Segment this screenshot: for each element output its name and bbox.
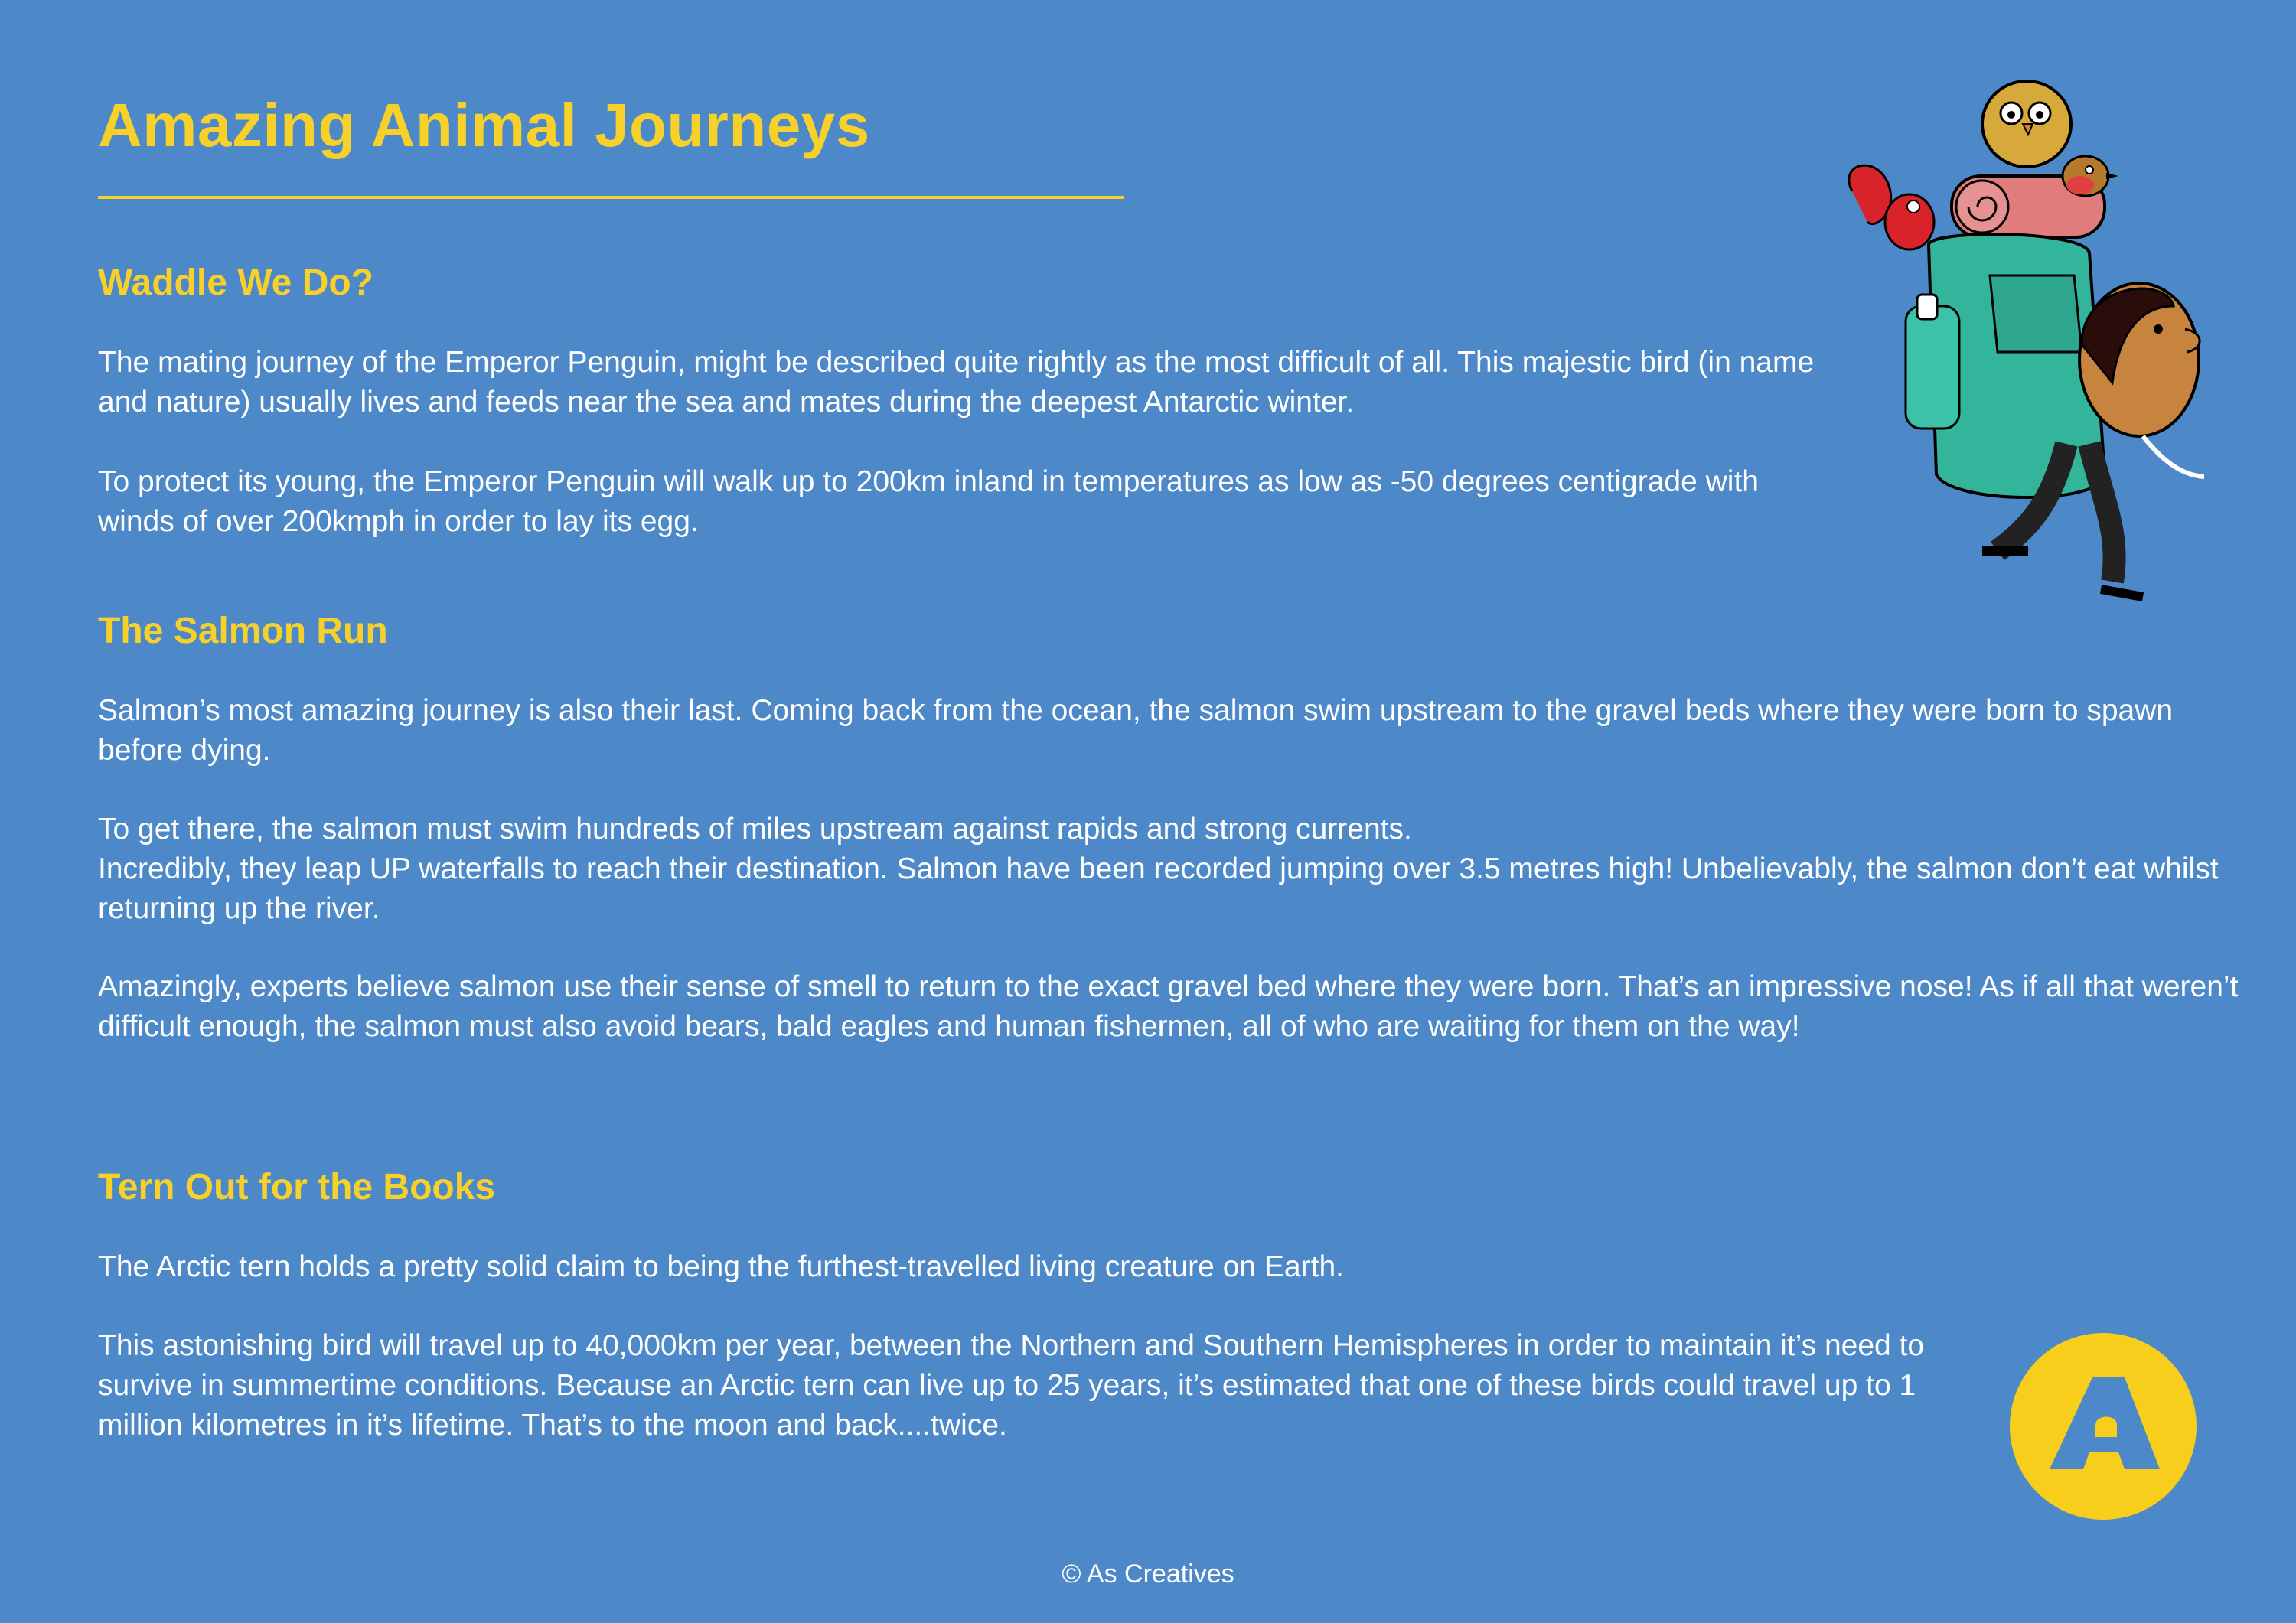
paragraph: To protect its young, the Emperor Penguin will walk up to 200km inland in temperatures as low as -50 degrees centigrade with winds of over 200kmph in order to lay its egg. <box>98 465 1759 538</box>
backpack-icon <box>1906 234 2105 497</box>
paragraph: Amazingly, experts believe salmon use their sense of smell to return to the exact gravel bed where they were born. That’s an impressive nose! As if all that weren’t difficult enough, the salmon must also avoid bears, bald eagles and human fishermen, all of who are waiting for them on the way! <box>98 970 2239 1043</box>
paragraph: The Arctic tern holds a pretty solid claim to being the furthest-travelled living creature on Earth. <box>98 1250 1344 1283</box>
page-title: Amazing Animal Journeys <box>98 91 870 159</box>
owl-icon <box>1982 81 2071 167</box>
paragraph: To get there, the salmon must swim hundreds of miles upstream against rapids and strong currents. <box>98 813 1412 846</box>
section-heading-salmon: The Salmon Run <box>98 611 388 651</box>
paragraph: Incredibly, they leap UP waterfalls to reach their destination. Salmon have been recorded jumping over 3.5 metres high! Unbelievably, the salmon don’t eat whilst returning up the river. <box>98 852 2219 925</box>
paragraph: The mating journey of the Emperor Penguin, might be described quite rightly as the most difficult of all. This majestic bird (in name and nature) usually lives and feeds near the sea and mates during the deepest Antarctic winter. <box>98 346 1815 419</box>
paragraph: Salmon’s most amazing journey is also their last. Coming back from the ocean, the salmon swim upstream to the gravel beds where they were born to spawn before dying. <box>98 694 2174 767</box>
section-heading-tern: Tern Out for the Books <box>98 1167 496 1207</box>
copyright-footer: © As Creatives <box>1062 1559 1234 1589</box>
as-creatives-logo <box>2010 1333 2197 1520</box>
traveller-illustration <box>1837 77 2204 612</box>
paragraph: This astonishing bird will travel up to 40,000km per year, between the Northern and Southern Hemispheres in order to maintain it’s need to survive in summertime conditions. Because an Arctic tern can live up to 25 years, it’s estimated that one of these birds could travel up to 1 million kilometres in it’s lifetime. That’s to the moon and back....twice. <box>98 1329 1925 1442</box>
robin-icon <box>2063 156 2118 196</box>
squirrel-icon <box>1849 165 1934 249</box>
title-divider <box>98 196 1124 199</box>
section-heading-penguin: Waddle We Do? <box>98 262 373 303</box>
